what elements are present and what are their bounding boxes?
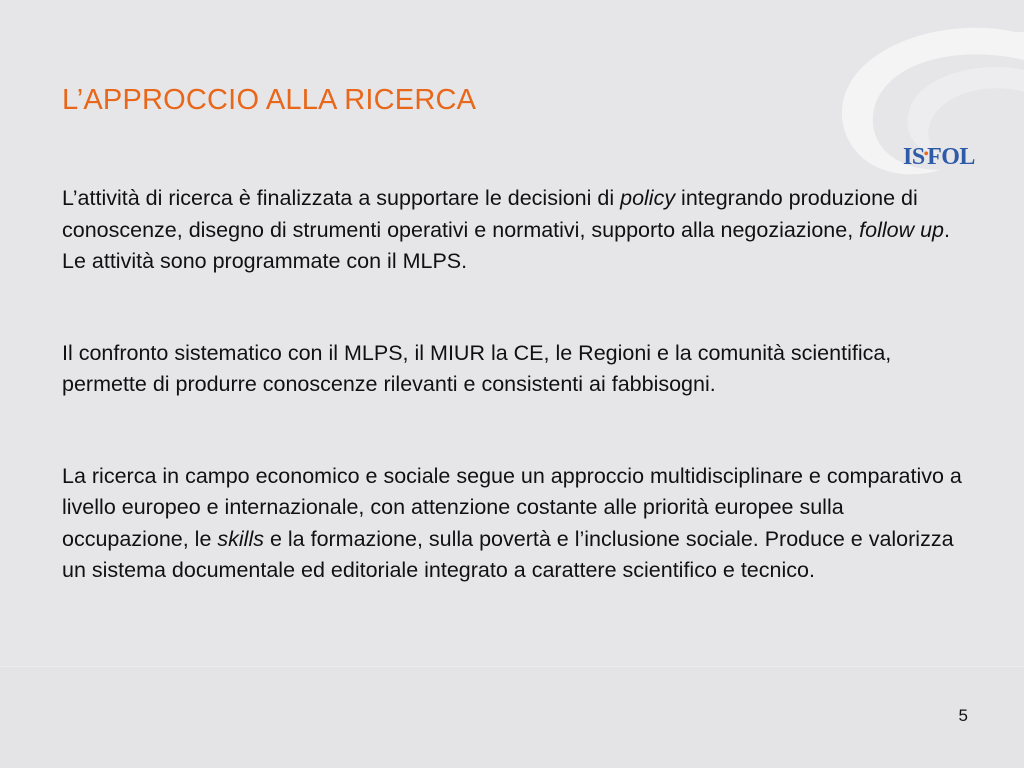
slide-title: L’APPROCCIO ALLA RICERCA: [62, 84, 477, 116]
slide-body: [62, 183, 962, 647]
logo-text-right: FOL: [927, 144, 975, 170]
paragraph-3-text-a: La ricerca in campo economico e sociale segue un approccio multidisciplinare e comparativo a livello europeo e internazionale, con attenzione costante alle priorità europee sulla occupazione, le: [62, 463, 962, 551]
paragraph-1: [62, 183, 962, 278]
paragraph-2: Il confronto sistematico con il MLPS, il MIUR la CE, le Regioni e la comunità scientifica, permette di produrre conoscenze rilevanti e consistenti ai fabbisogni.: [62, 340, 892, 396]
isfol-logo: [903, 140, 975, 170]
paragraph-3-text-b: e la formazione, sulla povertà e l’inclusione sociale. Produce e valorizza un sistema documentale ed editoriale integrato a carattere scientifico e tecnico.: [62, 526, 954, 582]
paragraph-1-italic-policy: policy: [620, 186, 676, 210]
paragraph-3: [62, 461, 962, 587]
paragraph-1-text-c: . Le attività sono programmate con il MLPS.: [62, 217, 950, 273]
page-number: 5: [958, 706, 968, 725]
logo-dot-icon: •: [923, 147, 929, 162]
paragraph-1-italic-follow-up: follow up: [859, 217, 945, 242]
logo-text-left: IS: [903, 144, 925, 170]
paragraph-3-italic-skills: skills: [217, 526, 264, 551]
paragraph-1-text-a: L’attività di ricerca è finalizzata a supportare le decisioni di: [62, 186, 621, 210]
paragraph-1-text-b: integrando produzione di conoscenze, disegno di strumenti operativi e normativi, supporto alla negoziazione,: [62, 186, 918, 242]
footer-band: [0, 666, 1024, 768]
